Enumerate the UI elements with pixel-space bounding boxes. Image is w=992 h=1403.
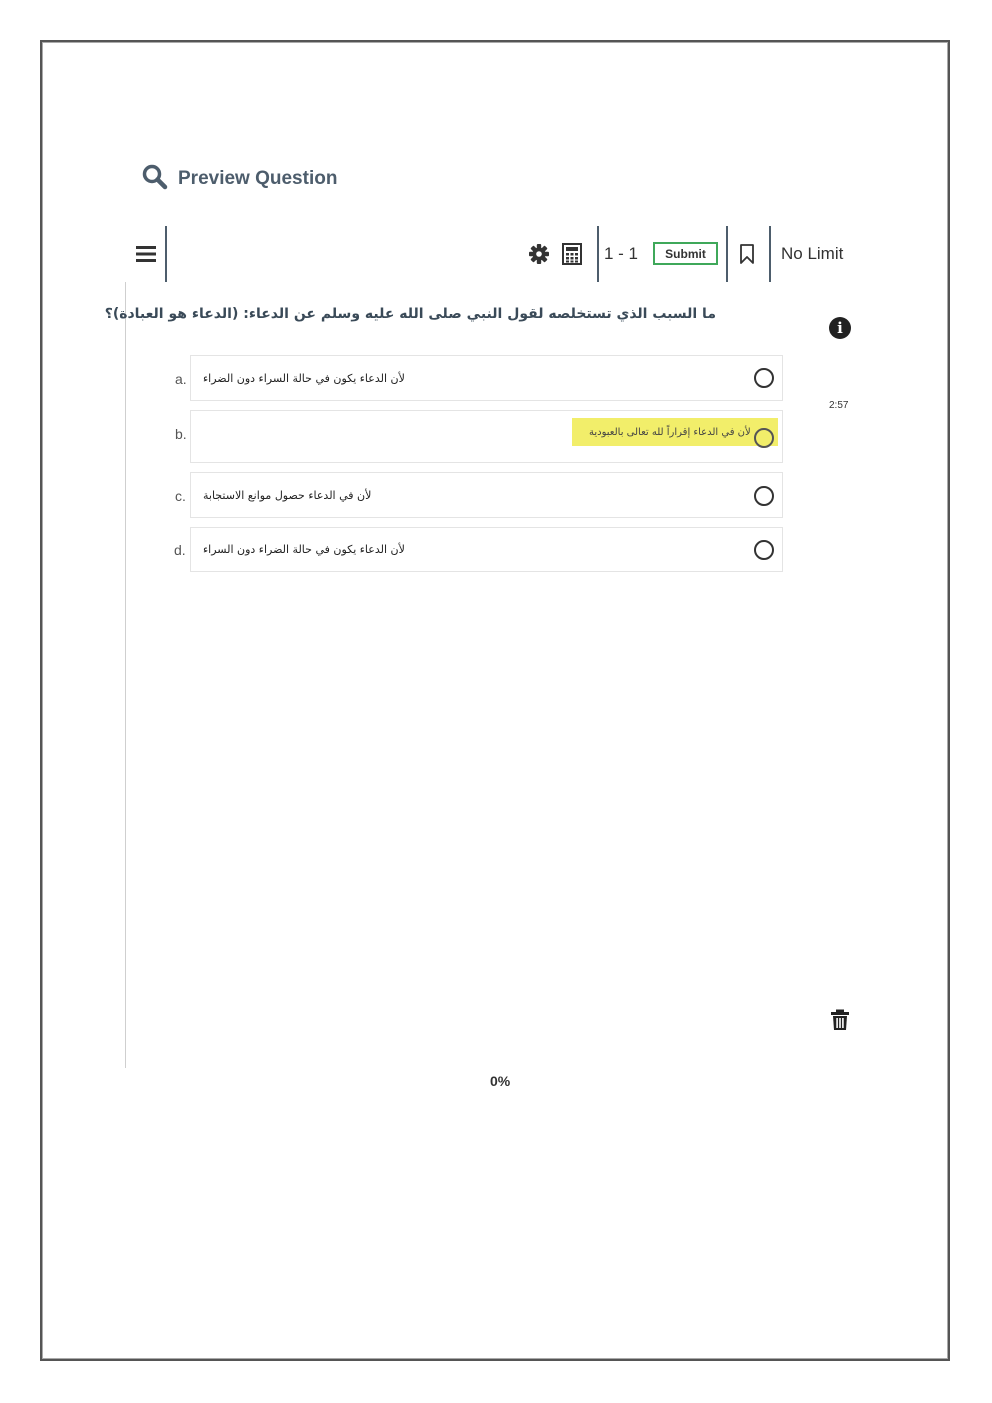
option-b[interactable] bbox=[190, 410, 783, 463]
trash-icon[interactable] bbox=[830, 1009, 850, 1035]
preview-header bbox=[142, 164, 337, 194]
info-icon[interactable]: i bbox=[829, 317, 851, 339]
calculator-icon[interactable] bbox=[560, 241, 584, 267]
hamburger-icon[interactable] bbox=[134, 242, 158, 266]
toolbar-divider bbox=[726, 226, 728, 282]
option-letter: d. bbox=[174, 542, 186, 558]
question-text: ما السبب الذي تستخلصه لقول النبي صلى الله عليه وسلم عن الدعاء: (الدعاء هو العبادة)؟ bbox=[104, 306, 716, 322]
option-text: لأن الدعاء يكون في حالة السراء دون الضراء bbox=[203, 372, 405, 385]
option-letter: a. bbox=[175, 371, 187, 387]
bookmark-icon[interactable] bbox=[736, 242, 758, 266]
gear-icon[interactable] bbox=[528, 242, 550, 266]
option-d[interactable] bbox=[190, 527, 783, 572]
content-left-border bbox=[125, 282, 126, 1068]
submit-button-wrap bbox=[653, 242, 718, 265]
time-limit: No Limit bbox=[781, 244, 844, 263]
progress-percent: 0% bbox=[490, 1073, 511, 1089]
option-text: لأن في الدعاء إقراراً لله تعالى بالعبودية bbox=[589, 427, 751, 438]
option-c[interactable] bbox=[190, 472, 783, 518]
toolbar-divider bbox=[597, 226, 599, 282]
option-letter: c. bbox=[175, 488, 186, 504]
page-title: Preview Question bbox=[178, 168, 338, 189]
toolbar-divider bbox=[769, 226, 771, 282]
option-letter: b. bbox=[175, 426, 187, 442]
search-icon bbox=[142, 164, 168, 194]
radio-button[interactable] bbox=[754, 428, 774, 448]
timer: 2:57 bbox=[829, 400, 849, 411]
submit-button[interactable]: Submit bbox=[653, 242, 718, 265]
option-text: لأن الدعاء يكون في حالة الضراء دون السراء bbox=[203, 543, 405, 556]
page-count: 1 - 1 bbox=[604, 244, 639, 263]
option-text: لأن في الدعاء حصول موانع الاستجابة bbox=[203, 489, 372, 502]
option-a[interactable] bbox=[190, 355, 783, 401]
radio-button[interactable] bbox=[754, 486, 774, 506]
question-toolbar bbox=[130, 226, 856, 282]
toolbar-divider bbox=[165, 226, 167, 282]
radio-button[interactable] bbox=[754, 368, 774, 388]
radio-button[interactable] bbox=[754, 540, 774, 560]
